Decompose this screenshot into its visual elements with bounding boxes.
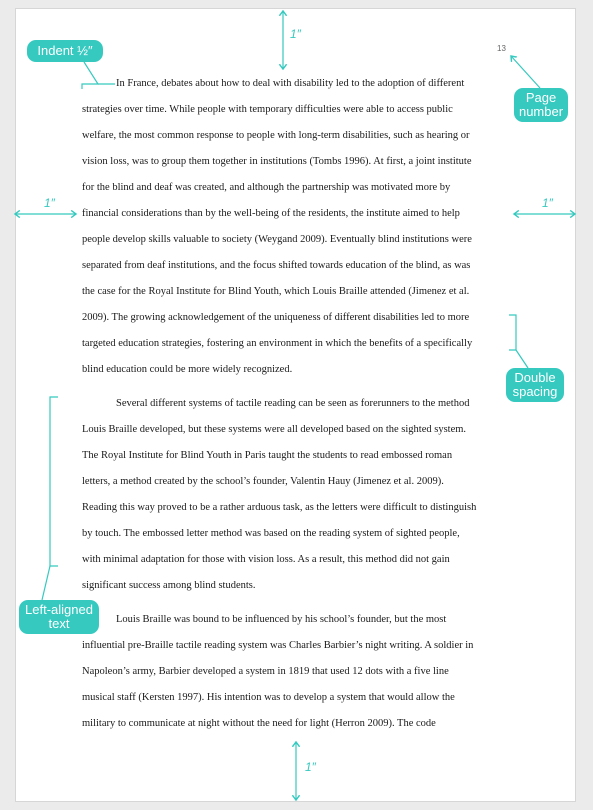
text-line: The Royal Institute for Blind Youth in Paris taught the students to read embossed roman [82, 450, 453, 461]
indent-connector [82, 62, 98, 89]
text-line: blind education could be more widely recognized. [82, 364, 293, 375]
text-line: musical staff (Kersten 1997). His intention was to develop a system that would allow the [82, 692, 455, 703]
text-line: targeted education strategies, fostering an environment in which the benefits of a specifically [82, 338, 473, 349]
left-aligned-connector [42, 566, 50, 600]
right-margin-label: 1″ [542, 196, 553, 210]
text-line: Napoleon’s army, Barbier developed a system in 1819 that used 12 dots with a five line [82, 666, 449, 677]
text-line: with minimal adaptation for those with vision loss. As a result, this method did not gain [82, 554, 450, 565]
text-line: welfare, the most common response to people with long-term disabilities, such as hearing or [82, 130, 470, 141]
double-spacing-connector [516, 350, 528, 368]
text-line: for the blind and deaf was created, and although the partnership was motivated more by [82, 182, 451, 193]
text-line: military to communicate at night without the need for light (Herron 2009). The code [82, 718, 436, 729]
double-spacing-callout: Double spacing [506, 368, 564, 402]
text-line: In France, debates about how to deal with disability led to the adoption of different [116, 78, 465, 89]
page-number: 13 [497, 44, 506, 53]
text-line: Several different systems of tactile reading can be seen as forerunners to the method [116, 398, 470, 409]
text-line: vision loss, was to group them together in institutions (Tombs 1996). At first, a joint institute [82, 156, 472, 167]
text-line: strategies over time. While people with temporary difficulties were able to access public [82, 104, 453, 115]
text-line: Reading this way proved to be a rather arduous task, as the letters were difficult to distinguish [82, 502, 477, 513]
bottom-margin-label: 1″ [305, 760, 316, 774]
text-line: letters, a method created by the school’s founder, Valentin Hauy (Jimenez et al. 2009). [82, 476, 444, 487]
text-line: people develop skills valuable to society (Weygand 2009). Eventually blind institutions were [82, 234, 472, 245]
text-line: the case for the Royal Institute for Blind Youth, which Louis Braille attended (Jimenez et al. [82, 286, 470, 297]
text-line: financial considerations than by the well-being of the residents, the institute aimed to help [82, 208, 460, 219]
left-margin-label: 1″ [44, 196, 55, 210]
left-aligned-bracket [50, 397, 58, 566]
text-line: by touch. The embossed letter method was based on the reading system of sighted people, [82, 528, 460, 539]
text-line: separated from deaf institutions, and the focus shifted towards education of the blind, as was [82, 260, 471, 271]
page-number-pointer [511, 56, 540, 88]
text-line: Louis Braille was bound to be influenced by his school’s founder, but the most [116, 614, 447, 625]
top-margin-label: 1″ [290, 27, 301, 41]
text-line: Louis Braille developed, but these systems were all developed based on the sighted system. [82, 424, 467, 435]
indent-callout: Indent ½″ [27, 40, 103, 62]
left-aligned-callout: Left-aligned text [19, 600, 99, 634]
page-number-callout: Page number [514, 88, 568, 122]
text-line: influential pre-Braille tactile reading system was Charles Barbier’s night writing. A soldier in [82, 640, 474, 651]
text-line: 2009). The growing acknowledgement of the uniqueness of different disabilities led to more [82, 312, 470, 323]
text-line: significant success among blind students. [82, 580, 256, 591]
double-spacing-bracket [509, 315, 516, 350]
